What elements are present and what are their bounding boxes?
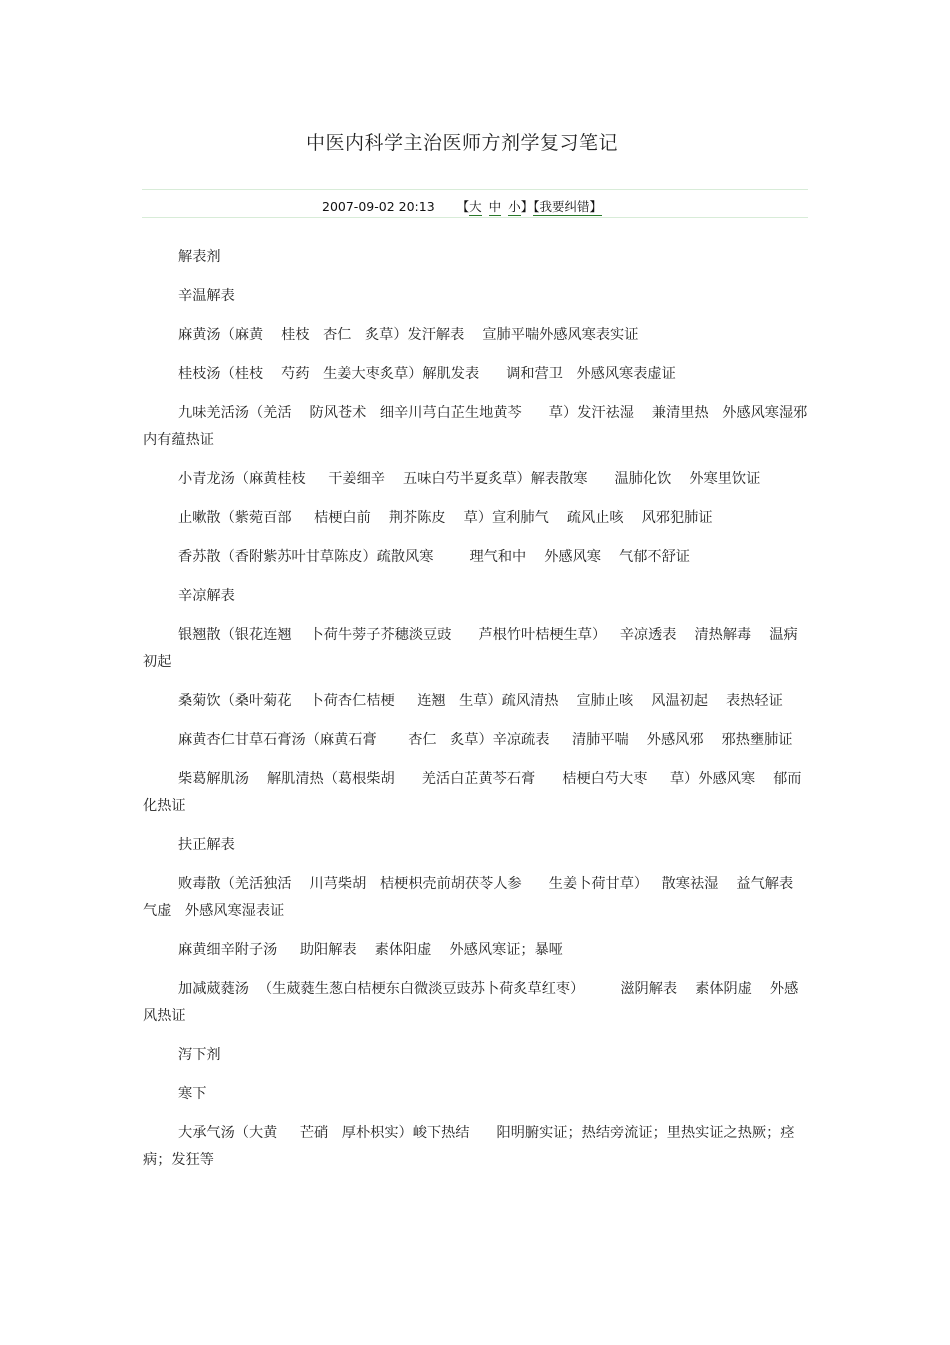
subsection-heading: 扶正解表 bbox=[178, 837, 235, 853]
formula-entry: 桑菊饮（桑叶菊花 卜荷杏仁桔梗 连翘 生草）疏风清热 宣肺止咳 风温初起 表热轻证 bbox=[178, 693, 783, 709]
subsection-heading: 辛凉解表 bbox=[178, 588, 235, 604]
formula-entry: 大承气汤（大黄 芒硝 厚朴枳实）峻下热结 阳明腑实证；热结旁流证；里热实证之热厥；痉病；发狂等 bbox=[143, 1125, 795, 1168]
header-divider-top bbox=[142, 189, 808, 190]
formula-entry: 九味羌活汤（羌活 防风苍术 细辛川芎白芷生地黄芩 草）发汗祛湿 兼清里热 外感风寒湿邪内有蕴热证 bbox=[143, 405, 808, 448]
page-title: 中医内科学主治医师方剂学复习笔记 bbox=[305, 132, 618, 154]
font-size-small-link[interactable]: 小 bbox=[508, 199, 521, 214]
section-heading: 泻下剂 bbox=[178, 1047, 221, 1063]
formula-entry: 止嗽散（紫菀百部 桔梗白前 荆芥陈皮 草）宣利肺气 疏风止咳 风邪犯肺证 bbox=[178, 510, 713, 526]
font-size-medium-link[interactable]: 中 bbox=[488, 199, 502, 214]
section-heading: 解表剂 bbox=[178, 249, 221, 265]
formula-entry: 加减葳蕤汤 （生葳蕤生葱白桔梗东白微淡豆豉苏卜荷炙草红枣） 滋阴解表 素体阴虚 外感风热证 bbox=[143, 981, 799, 1024]
formula-entry: 银翘散（银花连翘 卜荷牛蒡子芥穗淡豆豉 芦根竹叶桔梗生草） 辛凉透表 清热解毒 温病初起 bbox=[143, 627, 798, 670]
article-body bbox=[143, 244, 809, 1186]
formula-entry: 败毒散（羌活独活 川芎柴胡 桔梗枳壳前胡茯苓人参 生姜卜荷甘草） 散寒祛湿 益气解表 气虚 外感风寒湿表证 bbox=[143, 876, 807, 919]
formula-entry: 麻黄汤（麻黄 桂枝 杏仁 炙草）发汗解表 宣肺平喘外感风寒表实证 bbox=[178, 327, 639, 343]
article-meta bbox=[0, 197, 924, 215]
formula-entry: 麻黄细辛附子汤 助阳解表 素体阳虚 外感风寒证；暴哑 bbox=[178, 942, 563, 958]
report-error-link[interactable]: 【我要纠错】 bbox=[533, 199, 602, 214]
header-divider-bottom bbox=[142, 217, 808, 218]
formula-entry: 桂枝汤（桂枝 芍药 生姜大枣炙草）解肌发表 调和营卫 外感风寒表虚证 bbox=[178, 366, 676, 382]
formula-entry: 柴葛解肌汤 解肌清热（葛根柴胡 羌活白芷黄芩石膏 桔梗白芍大枣 草）外感风寒 郁而化热证 bbox=[143, 771, 802, 814]
subsection-heading: 辛温解表 bbox=[178, 288, 235, 304]
publish-date: 2007-09-02 20:13 bbox=[322, 199, 435, 214]
font-size-large-link[interactable]: 大 bbox=[469, 199, 482, 214]
bracket-open: 【 bbox=[456, 199, 470, 214]
formula-entry: 香苏散（香附紫苏叶甘草陈皮）疏散风寒 理气和中 外感风寒 气郁不舒证 bbox=[178, 549, 690, 565]
formula-entry: 小青龙汤（麻黄桂枝 干姜细辛 五味白芍半夏炙草）解表散寒 温肺化饮 外寒里饮证 bbox=[178, 471, 761, 487]
bracket-close: 】 bbox=[520, 199, 534, 214]
formula-entry: 麻黄杏仁甘草石膏汤（麻黄石膏 杏仁 炙草）辛凉疏表 清肺平喘 外感风邪 邪热壅肺证 bbox=[178, 732, 793, 748]
subsection-heading: 寒下 bbox=[178, 1086, 207, 1102]
